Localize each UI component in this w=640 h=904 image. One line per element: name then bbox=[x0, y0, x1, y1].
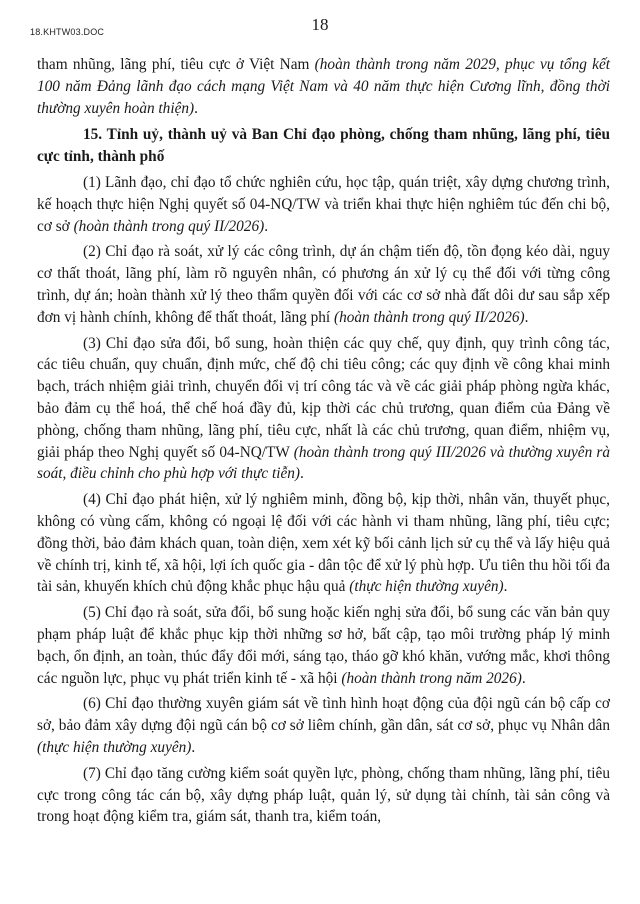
item-end: . bbox=[521, 669, 526, 687]
paragraph-note: (hoàn thành trong năm 2029, phục vụ tổng kết 100 năm Đảng lãnh đạo cách mạng Việt Nam và 40 năm thực hiện Cương lĩnh, đồng thời thường xuyên hoàn thiện) bbox=[37, 56, 610, 117]
document-body bbox=[37, 54, 610, 828]
paragraph-text: tham nhũng, lãng phí, tiêu cực ở Việt Nam bbox=[37, 56, 315, 73]
item-end: . bbox=[264, 217, 269, 235]
item-text: (2) Chỉ đạo rà soát, xử lý các công trình, dự án chậm tiến độ, tồn đọng kéo dài, nguy cơ thất thoát, lãng phí, làm rõ nguyên nhân, có phương án xử lý cụ thể đối với từng công trình, dự án; hoàn thành xử lý theo thẩm quyền đối với các cơ sở nhà đất dôi dư sau sắp xếp đơn vị hành chính, không để thất thoát, lãng phí bbox=[37, 243, 610, 326]
item-end: . bbox=[300, 465, 304, 483]
section-heading: 15. Tỉnh uỷ, thành uỷ và Ban Chỉ đạo phòng, chống tham nhũng, lãng phí, tiêu cực tỉnh, thành phố bbox=[37, 126, 610, 166]
list-item bbox=[37, 333, 610, 486]
document-code: 18.KHTW03.DOC bbox=[30, 27, 105, 37]
item-end: . bbox=[524, 308, 529, 326]
intro-paragraph bbox=[37, 54, 610, 119]
list-item bbox=[37, 172, 610, 237]
list-item bbox=[37, 489, 610, 598]
item-note: (hoàn thành trong quý III/2026 và thường xuyên rà soát, điều chỉnh cho phù hợp với thực tiễn) bbox=[37, 443, 611, 483]
item-text: (4) Chỉ đạo phát hiện, xử lý nghiêm minh, đồng bộ, kịp thời, nhân văn, thuyết phục, không có vùng cấm, không có ngoại lệ đối với các hành vi tham nhũng, lãng phí, tiêu cực; đồng thời, bảo đảm khách quan, toàn diện, xem xét kỹ bối cảnh lịch sử cụ thể và lấy hiệu quả về chính trị, kinh tế, xã hội, lợi ích quốc gia - dân tộc để xử lý phù hợp. Ưu tiên thu hồi tối đa tài sản, khuyến khích chủ động khắc phục hậu quả bbox=[37, 491, 610, 596]
list-item bbox=[37, 693, 610, 758]
list-item bbox=[37, 241, 610, 328]
list-item bbox=[37, 763, 610, 828]
item-text: (3) Chỉ đạo sửa đổi, bổ sung, hoàn thiện các quy chế, quy định, quy trình công tác, các tiêu chuẩn, quy chuẩn, định mức, chế độ chi tiêu công; các quy định về công khai minh bạch, trách nhiệm giải trình, chuyển đổi vị trí công tác và về các giải pháp phòng ngừa khác, bảo đảm cụ thể hoá, thể chế hoá đầy đủ, kịp thời các chủ trương, quan điểm của Đảng về phòng, chống tham nhũng, lãng phí, tiêu cực, nhất là các chủ trương, quan điểm, nhiệm vụ, giải pháp theo Nghị quyết số 04-NQ/TW bbox=[37, 334, 610, 461]
item-end: . bbox=[191, 738, 196, 756]
item-text: (1) Lãnh đạo, chỉ đạo tổ chức nghiên cứu, học tập, quán triệt, xây dựng chương trình, kế hoạch thực hiện Nghị quyết số 04-NQ/TW và triển khai thực hiện nghiêm túc đến chi bộ, cơ sở bbox=[37, 173, 610, 235]
item-note: (thực hiện thường xuyên) bbox=[37, 738, 192, 756]
item-note: (thực hiện thường xuyên) bbox=[349, 578, 504, 596]
item-end: . bbox=[503, 578, 508, 596]
item-text: (6) Chỉ đạo thường xuyên giám sát về tình hình hoạt động của đội ngũ cán bộ cấp cơ sở, bảo đảm xây dựng đội ngũ cán bộ cơ sở liêm chính, gần dân, sát cơ sở, phục vụ Nhân dân bbox=[37, 695, 610, 735]
item-text: (5) Chỉ đạo rà soát, sửa đổi, bổ sung hoặc kiến nghị sửa đổi, bổ sung các văn bản quy phạm pháp luật để khắc phục kịp thời những sơ hở, bất cập, tạo môi trường pháp lý minh bạch, ổn định, an toàn, thúc đẩy đổi mới, sáng tạo, tháo gỡ khó khăn, vướng mắc, khơi thông các nguồn lực, phục vụ phát triển kinh tế - xã hội bbox=[37, 604, 610, 687]
list-item bbox=[37, 602, 610, 689]
item-text: (7) Chỉ đạo tăng cường kiểm soát quyền lực, phòng, chống tham nhũng, lãng phí, tiêu cực trong công tác cán bộ, xây dựng pháp luật, quản lý, sử dụng tài chính, tài sản công và trong hoạt động kiểm tra, giám sát, thanh tra, kiểm toán, bbox=[37, 764, 610, 826]
item-note: (hoàn thành trong năm 2026) bbox=[341, 669, 522, 687]
paragraph-end: . bbox=[194, 99, 198, 117]
item-note: (hoàn thành trong quý II/2026) bbox=[333, 308, 525, 326]
item-note: (hoàn thành trong quý II/2026) bbox=[73, 217, 265, 235]
page-number: 18 bbox=[311, 15, 329, 34]
